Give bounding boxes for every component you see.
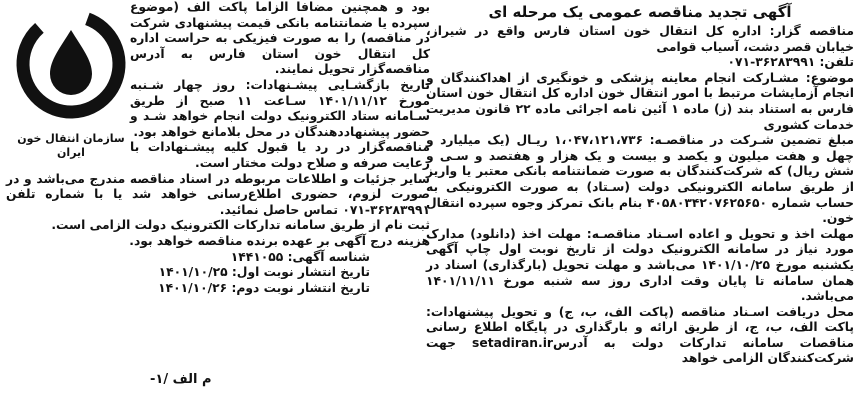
phone-text: تلفن: ۳۶۲۸۳۹۹۱-۰۷۱	[727, 55, 854, 70]
logo-caption: سازمان انتقال خون ایران	[17, 132, 125, 159]
opening-text: تاریخ بازگشـایی پیشـنهادات: روز چهار شـنبه مورخ ۱۴۰۱/۱۱/۱۲ سـاعت ۱۱ صبح از طریق سـامانه ستاد الکترونیک دولت انجام خواهد شـد و حضور پیشنهاددهندگان در محل بلامانع خواهد بود.	[130, 77, 430, 139]
blood-transfusion-logo-icon	[12, 4, 130, 132]
notice-code: م الف /۱-	[150, 372, 212, 387]
guarantee-text: مبلغ تضمین شـرکت در مناقصـه: ۱،۰۴۷،۱۲۱،۷۳۶ ریـال (یک میلیارد و چهل و هفت میلیون و یکصد و بیست و یک هزار و هفتصد و سـی و شش ریال) که شرکت‌کنندگان به صورت ضمانتنامه بانکی معتبر یا واریز از طریق سامانه الکترونیکی دولت (سـتاد) به صورت الکترونیکی به حساب شماره ۴۰۵۸۰۳۴۲۰۷۶۲۵۶۵۰ بنام بانک تمرکز وجوه سپرده انتقال خون.	[426, 133, 854, 226]
rights-text: مناقصه‌گزار در رد یا قبول کلیه پیشـنهادات با رعایت صرفه و صلاح دولت مختار است.	[130, 140, 430, 170]
subject-text: موضوع: مشـارکت انجام معاینه پزشکی و خونگیری از اهداکنندگان و انجام آزمایشات مرتبط با امور انتقال خون اداره کل انتقال خون استان فارس به استناد بند (ز) ماده ۱ آئین نامه اجرائی ماده ۲۲ قانون مدیریت خدمات کشوری	[426, 70, 854, 132]
intro-text: بود و همچنین مضافا الزاما پاکت الف (موضوع سپرده یا ضمانتنامه بانکی قیمت پیشنهادی شرکت در مناقصه) را به صورت فیزیکی به حراست اداره کل انتقال خون استان فارس به آدرس مناقصه‌گزار تحویل نمایند.	[130, 0, 430, 77]
organizer-text: مناقصه گزار: اداره کل انتقال خون استان فارس واقع در شیراز، خیابان قصر دشت، آسیاب قوامی	[426, 24, 854, 54]
left-column	[6, 0, 430, 405]
right-column	[426, 0, 854, 405]
details-text: سایر جزئیات و اطلاعات مربوطه در اسناد مناقصه مندرج می‌باشد و در صورت لزوم، حضوری اطلاع‌رسانی خواهد شد یا با شماره تلفن ۳۶۲۸۳۹۹۱-۰۷۱ تماس حاصل نمائید.	[6, 171, 430, 217]
second-date-text: تاریخ انتشار نوبت دوم: ۱۴۰۱/۱۰/۲۶	[158, 280, 370, 295]
registration-text: ثبت نام از طریق سامانه تدارکات الکترونیک دولت الزامی است.	[51, 218, 430, 233]
cost-text: هزینه درج آگهی بر عهده برنده مناقصه خواهد بود.	[129, 233, 430, 248]
ad-id-text: شناسه آگهی: ۱۴۴۱۰۵۵	[230, 249, 370, 264]
docs-deadline-text: مهلت اخذ و تحویل و اعاده اسـناد مناقصـه: مهلت اخذ (دانلود) مدارک مورد نیاز در سامانه الکترونیک دولت از تاریخ نوبت اول چاپ آگهی یکشنبه مورخ ۱۴۰۱/۱۰/۲۵ می‌باشد و مهلت تحویل (بارگذاری) اسناد در همان سامانه تا پایان وقت اداری روز سه شنبه مورخ ۱۴۰۱/۱۱/۱۱ می‌باشد.	[426, 226, 854, 304]
logo	[12, 4, 130, 159]
first-date-text: تاریخ انتشار نوبت اول: ۱۴۰۱/۱۰/۲۵	[158, 265, 370, 280]
notice-title: آگهی تجدید مناقصه عمومی یک مرحله ای	[488, 3, 792, 21]
receive-address-text: محل دریافت اسـناد مناقصه (پاکت الف، ب، ج) و تحویل پیشنهادات: پاکت الف، ب، ج، از طریق ارائه و بارگذاری در پایگاه اطلاع رسانی مناقصات سامانه تدارکات دولت به آدرس‌setadiran.ir جهت شرکت‌کنندگان الزامی خواهد	[426, 304, 854, 366]
